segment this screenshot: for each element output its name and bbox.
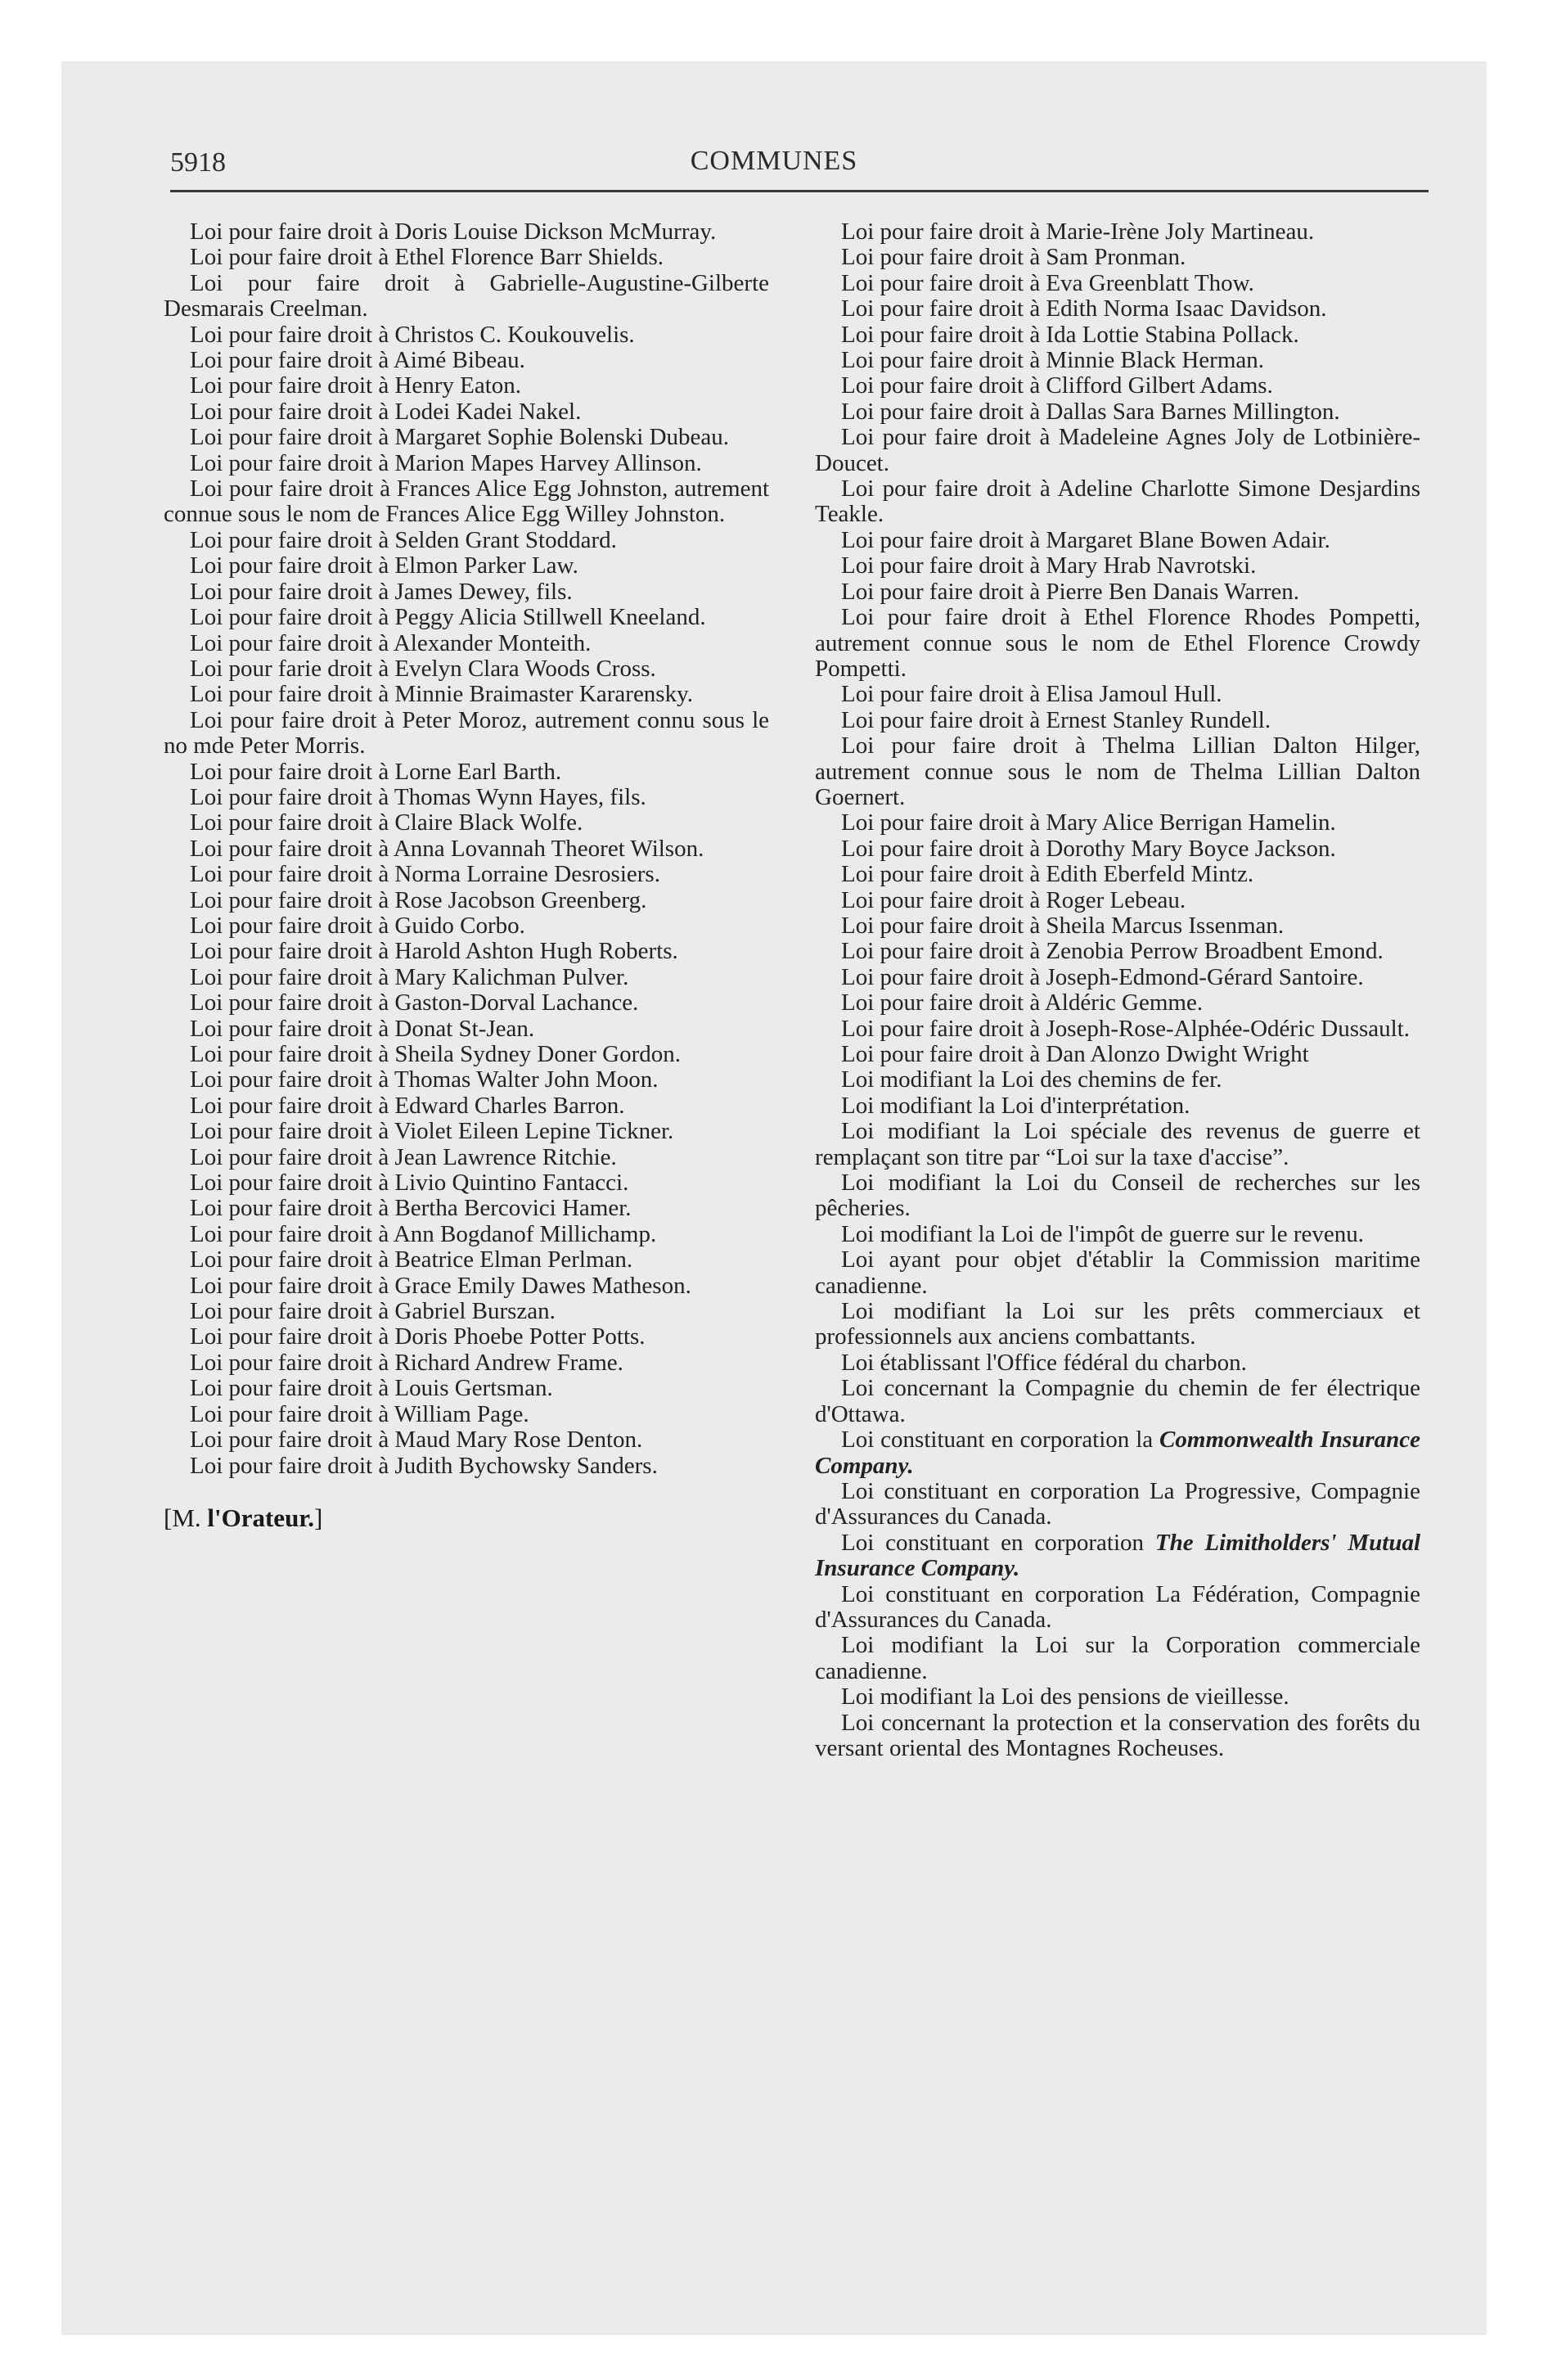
running-head: COMMUNES <box>690 146 858 176</box>
bill-entry: Loi pour faire droit à Marie-Irène Joly Martineau. <box>841 219 1315 245</box>
bill-entry: Loi pour faire droit à Elmon Parker Law. <box>190 552 578 579</box>
bill-entry: Loi pour faire droit à Judith Bychowsky Sanders. <box>190 1452 658 1479</box>
bill-entry: Loi pour faire droit à Maud Mary Rose Denton. <box>190 1427 643 1454</box>
speaker-open: [M. <box>164 1503 208 1532</box>
bill-entry: Loi pour faire droit à Peggy Alicia Stillwell Kneeland. <box>190 604 706 631</box>
bill-entry: Loi pour faire droit à Louis Gertsman. <box>190 1375 553 1402</box>
bill-entry: Loi modifiant la Loi des pensions de vieillesse. <box>841 1684 1289 1711</box>
bill-entry: Loi pour faire droit à Bertha Bercovici Hamer. <box>190 1195 632 1222</box>
bill-entry: Loi modifiant la Loi sur les prêts commerciaux et professionnels aux anciens combattants. <box>815 1298 1420 1350</box>
bill-entry: Loi modifiant la Loi d'interprétation. <box>841 1092 1190 1119</box>
bill-entry: Loi pour faire droit à Thomas Wynn Hayes, fils. <box>190 783 646 810</box>
bill-entry: Loi pour faire droit à Sam Pronman. <box>841 244 1186 271</box>
bill-entry: Loi pour faire droit à Thelma Lillian Dalton Hilger, autrement connue sous le nom de Thelma Lillian Dalton Goernert. <box>815 732 1420 810</box>
bill-entry: Loi pour faire droit à Henry Eaton. <box>190 372 522 399</box>
bill-entry: Loi pour faire droit à Pierre Ben Danais Warren. <box>841 578 1300 605</box>
bill-entry: Loi pour faire droit à Ernest Stanley Rundell. <box>841 706 1271 733</box>
page-number: 5918 <box>170 147 226 178</box>
bill-entry: Loi pour faire droit à Richard Andrew Frame. <box>190 1349 623 1376</box>
company-name: The Limitholders' Mutual Insurance Company. <box>815 1529 1420 1582</box>
bill-entry <box>815 1530 1420 1582</box>
bill-entry: Loi pour faire droit à Harold Ashton Hugh Roberts. <box>190 938 678 965</box>
bill-entry: Loi pour faire droit à Lodei Kadei Nakel. <box>190 398 582 425</box>
bill-entry: Loi pour faire droit à Gabriel Burszan. <box>190 1298 556 1325</box>
bill-entry: Loi pour faire droit à Margaret Blane Bowen Adair. <box>841 526 1330 553</box>
bill-entry <box>815 1427 1420 1479</box>
bill-entry: Loi pour faire droit à Rose Jacobson Greenberg. <box>190 886 647 913</box>
bill-entry: Loi pour faire droit à Guido Corbo. <box>190 912 525 939</box>
bill-entry: Loi modifiant la Loi du Conseil de recherches sur les pêcheries. <box>815 1170 1420 1222</box>
bill-entry: Loi établissant l'Office fédéral du charbon. <box>841 1349 1247 1376</box>
bill-entry: Loi pour faire droit à Jean Lawrence Ritchie. <box>190 1143 617 1170</box>
bill-entry: Loi pour faire droit à Thomas Walter John Moon. <box>190 1066 659 1093</box>
bill-entry: Loi pour faire droit à Sheila Marcus Issenman. <box>841 912 1285 939</box>
bill-entry: Loi pour faire droit à Mary Alice Berrigan Hamelin. <box>841 809 1336 836</box>
company-name: Commonwealth Insurance Company. <box>815 1427 1420 1479</box>
right-column <box>815 219 1420 1761</box>
bill-text: Loi constituant en corporation la <box>841 1427 1160 1454</box>
bill-entry: Loi pour faire droit à Ethel Florence Barr Shields. <box>190 244 664 271</box>
bill-entry: Loi pour faire droit à Minnie Braimaster Kararensky. <box>190 681 693 708</box>
bill-entry: Loi pour faire droit à Edith Norma Isaac Davidson. <box>841 295 1327 322</box>
bill-entry: Loi pour faire droit à Joseph-Rose-Alphée-Odéric Dussault. <box>841 1015 1410 1042</box>
left-column <box>164 219 769 1530</box>
bill-entry: Loi pour farie droit à Evelyn Clara Woods Cross. <box>190 655 656 682</box>
bill-entry: Loi pour faire droit à Frances Alice Egg Johnston, autrement connue sous le nom de Frances Alice Egg Willey Johnston. <box>164 476 769 528</box>
bill-entry: Loi pour faire droit à Doris Louise Dickson McMurray. <box>190 219 717 245</box>
bill-entry: Loi constituant en corporation La Fédération, Compagnie d'Assurances du Canada. <box>815 1580 1420 1633</box>
bill-entry: Loi pour faire droit à Madeleine Agnes Joly de Lotbinière-Doucet. <box>815 424 1420 476</box>
bill-entry: Loi pour faire droit à Eva Greenblatt Thow. <box>841 269 1254 296</box>
bill-entry: Loi pour faire droit à Ethel Florence Rhodes Pompetti, autrement connue sous le nom de Ethel Florence Crowdy Pompetti. <box>815 604 1420 682</box>
bill-entry: Loi pour faire droit à Sheila Sydney Doner Gordon. <box>190 1041 681 1067</box>
speaker-close: ] <box>313 1503 323 1532</box>
bill-entry: Loi pour faire droit à Clifford Gilbert Adams. <box>841 372 1273 399</box>
bill-entry: Loi pour faire droit à Dorothy Mary Boyce Jackson. <box>841 835 1336 862</box>
bill-text: Loi constituant en corporation <box>841 1529 1155 1556</box>
bill-entry: Loi modifiant la Loi spéciale des revenus de guerre et remplaçant son titre par “Loi sur la taxe d'accise”. <box>815 1118 1420 1170</box>
bill-entry: Loi pour faire droit à Beatrice Elman Perlman. <box>190 1246 633 1273</box>
bill-entry: Loi pour faire droit à Ida Lottie Stabina Pollack. <box>841 321 1299 348</box>
header-rule <box>170 190 1429 192</box>
bill-entry: Loi pour faire droit à Gaston-Dorval Lachance. <box>190 989 639 1016</box>
bill-entry: Loi pour faire droit à Adeline Charlotte Simone Desjardins Teakle. <box>815 476 1420 528</box>
bill-entry: Loi pour faire droit à Aimé Bibeau. <box>190 347 525 374</box>
bill-entry: Loi pour faire droit à Aldéric Gemme. <box>841 989 1204 1016</box>
bill-entry: Loi concernant la Compagnie du chemin de fer électrique d'Ottawa. <box>815 1375 1420 1427</box>
bill-entry: Loi pour faire droit à Joseph-Edmond-Gérard Santoire. <box>841 963 1364 990</box>
bill-entry: Loi pour faire droit à Margaret Sophie Bolenski Dubeau. <box>190 424 730 451</box>
bill-entry: Loi pour faire droit à Violet Eileen Lepine Tickner. <box>190 1118 674 1145</box>
bill-entry: Loi pour faire droit à Dan Alonzo Dwight Wright <box>841 1041 1309 1067</box>
bill-entry: Loi pour faire droit à Peter Moroz, autrement connu sous le no mde Peter Morris. <box>164 706 769 760</box>
bill-entry: Loi pour faire droit à Marion Mapes Harvey Allinson. <box>190 449 702 476</box>
bill-entry: Loi pour faire droit à Elisa Jamoul Hull. <box>841 681 1222 708</box>
bill-entry: Loi pour faire droit à Norma Lorraine Desrosiers. <box>190 861 660 888</box>
bill-entry: Loi pour faire droit à Mary Kalichman Pulver. <box>190 963 629 990</box>
bill-entry: Loi modifiant la Loi de l'impôt de guerre sur le revenu. <box>841 1220 1365 1247</box>
bill-entry: Loi pour faire droit à Selden Grant Stoddard. <box>190 526 617 553</box>
bill-entry: Loi pour faire droit à Grace Emily Dawes Matheson. <box>190 1272 691 1299</box>
bill-entry: Loi pour faire droit à Christos C. Koukouvelis. <box>190 321 635 348</box>
bill-entry: Loi pour faire droit à Donat St-Jean. <box>190 1015 535 1042</box>
bill-entry: Loi pour faire droit à Anna Lovannah Theoret Wilson. <box>190 835 704 862</box>
bill-entry: Loi pour faire droit à Alexander Monteith. <box>190 629 592 656</box>
bill-entry: Loi pour faire droit à Dallas Sara Barnes Millington. <box>841 398 1340 425</box>
bill-entry: Loi pour faire droit à Edward Charles Barron. <box>190 1092 625 1119</box>
bill-entry: Loi pour faire droit à Mary Hrab Navrotski. <box>841 552 1257 579</box>
bill-entry: Loi pour faire droit à Doris Phoebe Potter Potts. <box>190 1323 646 1350</box>
bill-entry: Loi pour faire droit à Lorne Earl Barth. <box>190 758 562 785</box>
speaker-name: l'Orateur. <box>207 1503 314 1532</box>
bill-entry: Loi pour faire droit à Zenobia Perrow Broadbent Emond. <box>841 938 1384 965</box>
bill-entry: Loi pour faire droit à James Dewey, fils. <box>190 578 573 605</box>
bill-entry: Loi pour faire droit à Gabrielle-Augustine-Gilberte Desmarais Creelman. <box>164 269 769 322</box>
bill-entry: Loi pour faire droit à Livio Quintino Fantacci. <box>190 1170 629 1197</box>
bill-entry: Loi pour faire droit à Ann Bogdanof Millichamp. <box>190 1220 657 1247</box>
bill-entry: Loi modifiant la Loi sur la Corporation commerciale canadienne. <box>815 1632 1420 1684</box>
bill-entry: Loi constituant en corporation La Progressive, Compagnie d'Assurances du Canada. <box>815 1477 1420 1530</box>
bill-entry: Loi pour faire droit à Roger Lebeau. <box>841 886 1186 913</box>
bill-entry: Loi modifiant la Loi des chemins de fer. <box>841 1066 1222 1093</box>
bill-entry: Loi pour faire droit à Claire Black Wolfe. <box>190 809 583 836</box>
bill-entry: Loi pour faire droit à William Page. <box>190 1400 529 1427</box>
bill-entry: Loi ayant pour objet d'établir la Commission maritime canadienne. <box>815 1246 1420 1299</box>
bill-entry: Loi pour faire droit à Edith Eberfeld Mintz. <box>841 861 1254 888</box>
bill-entry: Loi pour faire droit à Minnie Black Herman. <box>841 347 1265 374</box>
bill-entry: Loi concernant la protection et la conservation des forêts du versant oriental des Montagnes Rocheuses. <box>815 1709 1420 1761</box>
speaker-attribution <box>164 1505 769 1530</box>
